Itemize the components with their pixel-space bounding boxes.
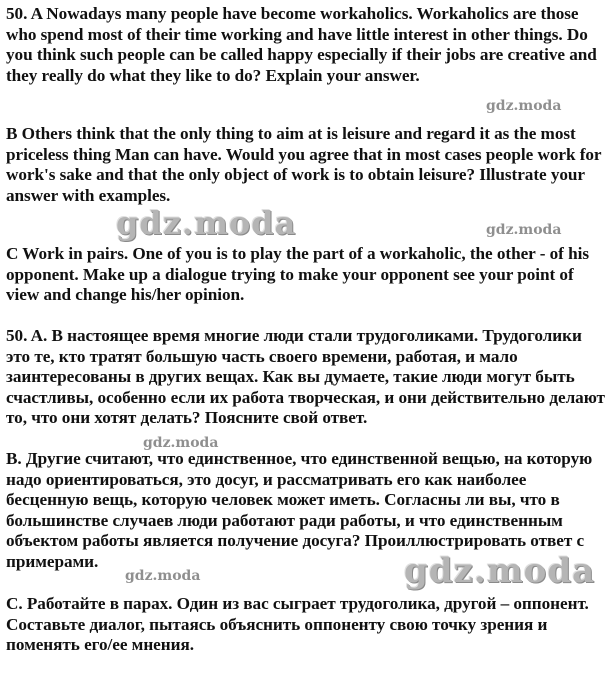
watermark-large: gdz.moda: [116, 204, 297, 242]
watermark: gdz.moda: [125, 568, 201, 584]
paragraph-en-a: 50. A Nowadays many people have become workaholics. Workaholics are those who spend most of their time working and have little interest in other things. Do you think such people can be called happy especially if their jobs are creative and they really do what they like to do? Explain your answer.: [6, 4, 597, 85]
watermark: gdz.moda: [486, 98, 562, 114]
watermark-large: gdz.moda: [404, 551, 596, 591]
paragraph-ru-b: В. Другие считают, что единственное, что единственной вещью, на которую надо ориентироваться, это досуг, и рассматривать его как наиболее бесценную вещь, которую человек может иметь. Согласны ли вы, что в большинстве случаев люди работают ради работы, и что единственным объектом работы является получение досуга? Проиллюстрировать ответ с примерами.: [6, 449, 593, 571]
paragraph-en-b: B Others think that the only thing to aim at is leisure and regard it as the most priceless thing Man can have. Would you agree that in most cases people work for work's sake and that the only object of work is to obtain leisure? Illustrate your answer with examples.: [6, 124, 602, 205]
watermark: gdz.moda: [143, 435, 219, 451]
paragraph-ru-a: 50. A. В настоящее время многие люди стали трудоголиками. Трудоголики это те, кто тратят большую часть своего времени, работая, и мало заинтересованы в других вещах. Как вы думаете, такие люди могут быть счастливы, особенно если их работа творческая, и они действительно делают то, что они хотят делать? Поясните свой ответ.: [6, 326, 605, 427]
paragraph-en-c: C Work in pairs. One of you is to play the part of a workaholic, the other - of his opponent. Make up a dialogue trying to make your opponent see your point of view and change his/her opinion.: [6, 244, 589, 304]
paragraph-ru-c: С. Работайте в парах. Один из вас сыграет трудоголика, другой – оппонент. Составьте диалог, пытаясь объяснить оппоненту свою точку зрения и поменять его/ее мнения.: [6, 594, 589, 654]
watermark: gdz.moda: [486, 222, 562, 238]
